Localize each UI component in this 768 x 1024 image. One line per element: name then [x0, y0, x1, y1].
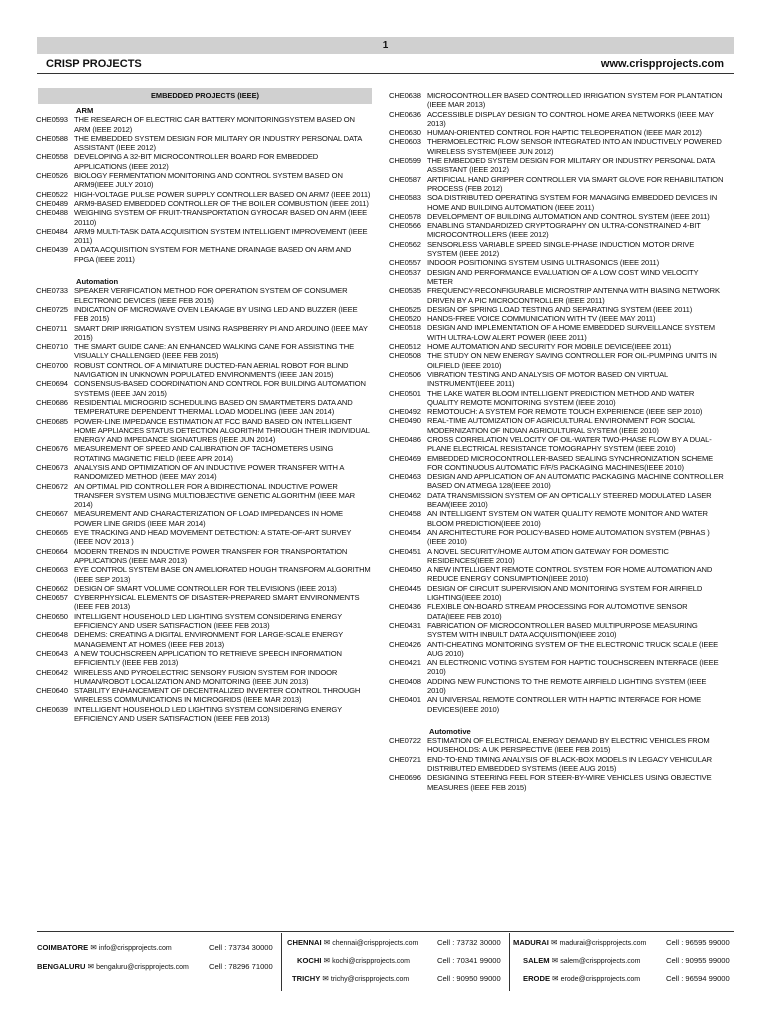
- office-cell: Cell : 90955 99000: [666, 956, 730, 965]
- project-code: CHE0469: [389, 453, 421, 463]
- project-row: [389, 212, 725, 221]
- footer-contacts: [37, 933, 734, 991]
- project-code: CHE0557: [389, 258, 421, 268]
- project-code: CHE0566: [389, 221, 421, 231]
- project-row: [389, 584, 725, 603]
- project-code: CHE0643: [36, 648, 68, 658]
- project-row: [36, 417, 372, 445]
- project-code: CHE0535: [389, 286, 421, 296]
- email-icon: ✉: [322, 974, 329, 983]
- project-code: CHE0640: [36, 686, 68, 696]
- project-title: ARM9 MULTI-TASK DATA ACQUISITION SYSTEM INTELLIGENT IMPROVEMENT (IEEE 2011): [74, 226, 368, 246]
- project-title: DATA TRANSMISSION SYSTEM OF AN OPTICALLY STEERED MODULATED LASER BEAM(IEEE 2010): [427, 490, 712, 510]
- office-email[interactable]: trichy@crispprojects.com: [330, 976, 410, 983]
- project-code: CHE0711: [36, 323, 68, 333]
- project-code: CHE0603: [389, 137, 421, 147]
- office-city: TRICHY: [292, 974, 321, 983]
- project-code: CHE0518: [389, 323, 421, 333]
- project-row: [389, 695, 725, 714]
- project-title: DESIGN AND IMPLEMENTATION OF A HOME EMBEDDED SURVEILLANCE SYSTEM WITH ULTRA-LOW ALERT POWER (IEEE 2011): [427, 323, 715, 342]
- project-code: CHE0445: [389, 583, 421, 593]
- project-code: CHE0578: [389, 211, 421, 221]
- project-row: [389, 286, 725, 305]
- project-row: [389, 528, 725, 547]
- project-title: ACCESSIBLE DISPLAY DESIGN TO CONTROL HOME AREA NETWORKS (IEEE MAY 2013): [427, 109, 714, 128]
- project-title: REMOTOUCH: A SYSTEM FOR REMOTE TOUCH EXPERIENCE (IEEE SEP 2010): [427, 407, 703, 417]
- project-row: [36, 199, 372, 208]
- project-title: WEIGHING SYSTEM OF FRUIT-TRANSPORTATION GYROCAR BASED ON ARM (IEEE 20110): [74, 208, 368, 227]
- office-email[interactable]: kochi@crispprojects.com: [332, 958, 410, 965]
- project-row: [389, 491, 725, 510]
- project-title: STABILITY ENHANCEMENT OF DECENTRALIZED INVERTER CONTROL THROUGH WIRELESS COMMUNICATIONS IN MICROGRIDS (IEEE MAR 2013): [74, 686, 361, 705]
- project-row: [36, 686, 372, 705]
- project-title: SMART DRIP IRRIGATION SYSTEM USING RASPBERRY PI AND ARDUINO (IEEE MAY 2015): [74, 323, 368, 342]
- project-title: A NEW INTELLIGENT REMOTE CONTROL SYSTEM FOR HOME AUTOMATION AND REDUCE ENERGY CONSUMPTION(IEEE 2010): [427, 565, 713, 584]
- project-row: [389, 454, 725, 473]
- project-code: CHE0486: [389, 434, 421, 444]
- project-title: MEASUREMENT AND CHARACTERIZATION OF LOAD IMPEDANCES IN HOME POWER LINE GRIDS (IEEE MAR 2014): [74, 509, 343, 528]
- project-title: ARTIFICIAL HAND GRIPPER CONTROLLER VIA SMART GLOVE FOR REHABILITATION PROCESS (FEB 2012): [427, 174, 724, 193]
- project-title: AN UNIVERSAL REMOTE CONTROLLER WITH HAPTIC INTERFACE FOR HOME DEVICES(IEEE 2010): [427, 695, 702, 714]
- project-row: [36, 361, 372, 380]
- project-code: CHE0648: [36, 630, 68, 640]
- project-row: [389, 736, 725, 755]
- project-title: A NEW TOUCHSCREEN APPLICATION TO RETRIEVE SPEECH INFORMATION EFFICIENTLY (IEEE FEB 2013): [74, 648, 342, 668]
- project-code: CHE0636: [389, 109, 421, 119]
- footer-separator: [509, 933, 510, 991]
- project-title: THE STUDY ON NEW ENERGY SAVING CONTROLLER FOR OIL-PUMPING UNITS IN OILFIELD (IEEE 2010): [427, 351, 717, 370]
- project-code: CHE0408: [389, 676, 421, 686]
- project-code: CHE0501: [389, 388, 421, 398]
- project-row: [389, 156, 725, 175]
- project-title: THE EMBEDDED SYSTEM DESIGN FOR MILITARY OR INDUSTRY PERSONAL DATA ASSISTANT (IEEE 2012): [427, 156, 715, 175]
- project-row: [389, 110, 725, 129]
- project-row: [389, 258, 725, 267]
- project-code: CHE0488: [36, 208, 68, 218]
- office-coimbatore: [37, 943, 172, 952]
- project-code: CHE0664: [36, 546, 68, 556]
- project-code: CHE0599: [389, 156, 421, 166]
- project-title: ANTI-CHEATING MONITORING SYSTEM OF THE ELECTRONIC TRUCK SCALE (IEEE AUG 2010): [427, 639, 719, 658]
- project-row: [389, 351, 725, 370]
- project-title: DESIGN AND APPLICATION OF AN AUTOMATIC PACKAGING MACHINE CONTROLLER BASED ON ATMEGA 128(IEEE 2010): [427, 472, 724, 491]
- project-row: [389, 342, 725, 351]
- project-code: CHE0700: [36, 360, 68, 370]
- project-row: [389, 370, 725, 389]
- office-city: SALEM: [523, 956, 550, 965]
- project-title: AN ARCHITECTURE FOR POLICY-BASED HOME AUTOMATION SYSTEM (PBHAS )(IEEE 2010): [427, 527, 710, 547]
- office-cell: Cell : 96595 99000: [666, 938, 730, 947]
- project-title: SENSORLESS VARIABLE SPEED SINGLE-PHASE INDUCTION MOTOR DRIVE SYSTEM (IEEE 2012): [427, 239, 695, 259]
- project-code: CHE0663: [36, 565, 68, 575]
- project-title: DESIGN AND PERFORMANCE EVALUATION OF A LOW COST WIND VELOCITY METER: [427, 267, 699, 286]
- project-code: CHE0685: [36, 416, 68, 426]
- project-title: ESTIMATION OF ELECTRICAL ENERGY DEMAND BY ELECTRIC VEHICLES FROM HOUSEHOLDS: A UK PERSPECTIVE (IEEE FEB 2015): [427, 736, 710, 755]
- project-row: [36, 286, 372, 305]
- office-trichy: [292, 974, 409, 983]
- project-code: CHE0525: [389, 304, 421, 314]
- category-heading: Automation: [76, 277, 119, 287]
- project-row: [36, 227, 372, 246]
- project-code: CHE0451: [389, 546, 421, 556]
- project-code: CHE0522: [36, 189, 68, 199]
- project-code: CHE0733: [36, 286, 68, 296]
- project-title: THE LAKE WATER BLOOM INTELLIGENT PREDICTION METHOD AND WATER QUALITY REMOTE MONITORING SYSTEM (IEEE 2010): [427, 388, 695, 407]
- project-title: INTELLIGENT HOUSEHOLD LED LIGHTING SYSTEM CONSIDERING ENERGY EFFICIENCY AND USER SATISFACTION (IEEE FEB 2013): [74, 704, 342, 723]
- project-code: CHE0650: [36, 611, 68, 621]
- office-email[interactable]: salem@crispprojects.com: [560, 958, 641, 965]
- project-row: [389, 755, 725, 774]
- project-title: AN INTELLIGENT SYSTEM ON WATER QUALITY REMOTE MONITOR AND WATER BLOOM PREDICTION(IEEE 2010): [427, 509, 708, 528]
- project-code: CHE0537: [389, 267, 421, 277]
- project-title: EYE TRACKING AND HEAD MOVEMENT DETECTION: A STATE-OF-ART SURVEY (IEEE NOV 2013 ): [74, 528, 352, 547]
- project-code: CHE0694: [36, 379, 68, 389]
- project-code: CHE0710: [36, 342, 68, 352]
- left-project-list: [36, 106, 372, 723]
- project-row: [389, 323, 725, 342]
- project-code: CHE0436: [389, 602, 421, 612]
- project-row: [389, 268, 725, 287]
- project-row: [36, 324, 372, 343]
- project-title: FREQUENCY-RECONFIGURABLE MICROSTRIP ANTENNA WITH BIASING NETWORK DRIVEN BY A PIC MICROCONTROLLER (IEEE 2011): [427, 286, 720, 305]
- project-code: CHE0638: [389, 91, 421, 100]
- project-row: [389, 602, 725, 621]
- category-heading: Automotive: [429, 726, 471, 736]
- project-row: [36, 444, 372, 463]
- project-row: [36, 482, 372, 510]
- project-code: CHE0454: [389, 527, 421, 537]
- project-title: HUMAN-ORIENTED CONTROL FOR HAPTIC TELEOPERATION (IEEE MAR 2012): [427, 128, 702, 138]
- project-title: MICROCONTROLLER BASED CONTROLLED IRRIGATION SYSTEM FOR PLANTATION (IEEE MAR 2013): [427, 91, 723, 110]
- project-row: [389, 137, 725, 156]
- project-row: [389, 407, 725, 416]
- project-title: A DATA ACQUISITION SYSTEM FOR METHANE DRAINAGE BASED ON ARM AND FPGA (IEEE 2011): [74, 245, 352, 264]
- project-code: CHE0665: [36, 528, 68, 538]
- project-code: CHE0450: [389, 565, 421, 575]
- project-code: CHE0583: [389, 193, 421, 203]
- project-title: INDICATION OF MICROWAVE OVEN LEAKAGE BY USING LED AND BUZZER (IEEE FEB 2015): [74, 304, 358, 324]
- project-code: CHE0657: [36, 593, 68, 603]
- project-title: DESIGN OF SMART VOLUME CONTROLLER FOR TELEVISIONS (IEEE 2013): [74, 583, 337, 593]
- project-code: CHE0508: [389, 351, 421, 361]
- project-code: CHE0458: [389, 509, 421, 519]
- project-title: HOME AUTOMATION AND SECURITY FOR MOBILE DEVICE(IEEE 2011): [427, 342, 672, 352]
- project-title: END-TO-END TIMING ANALYSIS OF BLACK-BOX MODELS IN LEGACY VEHICULAR DISTRIBUTED EMBEDDED SYSTEMS (IEEE AUG 2015): [427, 754, 712, 774]
- project-title: AN OPTIMAL PID CONTROLLER FOR A BIDIRECTIONAL INDUCTIVE POWER TRANSFER SYSTEM USING MULTIOBJECTIVE GENETIC ALGORITHM (IEEE MAR 2014): [74, 481, 355, 510]
- project-code: CHE0490: [389, 416, 421, 426]
- project-row: [389, 773, 725, 792]
- project-code: CHE0667: [36, 509, 68, 519]
- project-row: [36, 612, 372, 631]
- email-icon: ✉: [323, 956, 330, 965]
- project-row: [36, 171, 372, 190]
- project-title: CYBERPHYSICAL ELEMENTS OF DISASTER-PREPARED SMART ENVIRONMENTS (IEEE FEB 2013): [74, 593, 360, 612]
- project-title: THE EMBEDDED SYSTEM DESIGN FOR MILITARY OR INDUSTRY PERSONAL DATA ASSISTANT (IEEE 2012): [74, 133, 362, 153]
- project-code: CHE0642: [36, 667, 68, 677]
- project-title: MODERN TRENDS IN INDUCTIVE POWER TRANSFER FOR TRANSPORTATION APPLICATIONS (IEEE MAR 2013): [74, 546, 348, 565]
- project-row: [36, 528, 372, 547]
- office-email[interactable]: bengaluru@crispprojects.com: [96, 964, 189, 971]
- project-row: [36, 593, 372, 612]
- office-city: KOCHI: [297, 956, 322, 965]
- project-code: CHE0462: [389, 490, 421, 500]
- project-code: CHE0721: [389, 754, 421, 764]
- category-heading: ARM: [76, 106, 94, 115]
- project-code: CHE0588: [36, 133, 68, 143]
- project-row: [389, 565, 725, 584]
- project-title: INTELLIGENT HOUSEHOLD LED LIGHTING SYSTEM CONSIDERING ENERGY EFFICIENCY AND USER SATISFACTION (IEEE FEB 2013): [74, 611, 342, 631]
- office-city: MADURAI: [513, 938, 549, 947]
- email-icon: ✉: [550, 938, 558, 947]
- project-title: ARM9-BASED EMBEDDED CONTROLLER OF THE BOILER COMBUSTION (IEEE 2011): [74, 198, 369, 208]
- project-code: CHE0520: [389, 314, 421, 324]
- project-title: DEVELOPING A 32-BIT MICROCONTROLLER BOARD FOR EMBEDDED APPLICATIONS (IEEE 2012): [74, 152, 319, 171]
- project-row: [389, 240, 725, 259]
- project-title: THE RESEARCH OF ELECTRIC CAR BATTERY MONITORINGSYSTEM BASED ON ARM (IEEE 2012): [74, 115, 355, 134]
- project-title: ENABLING STANDARDIZED CRYPTOGRAPHY ON ULTRA-CONSTRAINED 4-BIT MICROCONTROLLERS (IEEE 2012): [427, 221, 701, 240]
- project-title: HANDS-FREE VOICE COMMUNICATION WITH TV (IEEE MAY 2011): [427, 314, 656, 324]
- page-number: 1: [382, 40, 389, 51]
- header-divider: [37, 73, 734, 74]
- office-city: COIMBATORE: [37, 943, 89, 952]
- page-number-bar: [37, 37, 734, 54]
- project-row: [389, 416, 725, 435]
- project-title: ANALYSIS AND OPTIMIZATION OF AN INDUCTIVE POWER TRANSFER WITH A RANDOMIZED METHOD (IEEE MAY 2014): [74, 462, 344, 482]
- project-title: RESIDENTIAL MICROGRID SCHEDULING BASED ON SMARTMETERS DATA AND TEMPERATURE DEPENDENT THERMAL LOAD MODELING (IEEE JAN 2014): [74, 397, 353, 417]
- office-email[interactable]: info@crispprojects.com: [98, 945, 172, 952]
- office-email[interactable]: chennai@crispprojects.com: [332, 940, 419, 947]
- project-code: CHE0431: [389, 620, 421, 630]
- project-code: CHE0512: [389, 342, 421, 352]
- project-row: [36, 342, 372, 361]
- project-code: CHE0506: [389, 369, 421, 379]
- office-kochi: [297, 956, 410, 965]
- project-code: CHE0662: [36, 583, 68, 593]
- project-row: [36, 190, 372, 199]
- office-city: CHENNAI: [287, 938, 322, 947]
- office-madurai: [513, 938, 646, 947]
- project-title: THE SMART GUIDE CANE: AN ENHANCED WALKING CANE FOR ASSISTING THE VISUALLY CHALLENGED (IEEE FEB 2015): [74, 342, 354, 361]
- website-link[interactable]: www.crispprojects.com: [600, 58, 724, 70]
- project-row: [36, 584, 372, 593]
- office-city: BENGALURU: [37, 962, 86, 971]
- footer-separator: [281, 933, 282, 991]
- project-row: [36, 134, 372, 153]
- project-row: [389, 677, 725, 696]
- project-code: CHE0672: [36, 481, 68, 491]
- project-code: CHE0463: [389, 472, 421, 482]
- project-title: EYE CONTROL SYSTEM BASE ON AMELIORATED HOUGH TRANSFORM ALGORITHM (IEEE SEP 2013): [74, 565, 371, 584]
- project-code: CHE0587: [389, 174, 421, 184]
- section-heading: EMBEDDED PROJECTS (IEEE): [38, 88, 372, 104]
- email-icon: ✉: [90, 943, 97, 952]
- project-row: [36, 305, 372, 324]
- office-cell: Cell : 78296 71000: [209, 962, 273, 971]
- project-row: [36, 705, 372, 724]
- project-title: DESIGNING STEERING FEEL FOR STEER-BY-WIRE VEHICLES USING OBJECTIVE MEASURES (IEEE FEB 2015): [427, 773, 712, 792]
- office-email[interactable]: erode@crispprojects.com: [560, 976, 641, 983]
- project-code: CHE0421: [389, 658, 421, 668]
- project-code: CHE0526: [36, 171, 68, 181]
- office-chennai: [287, 938, 418, 947]
- project-row: [36, 152, 372, 171]
- project-row: [389, 221, 725, 240]
- project-row: [389, 640, 725, 659]
- office-bengaluru: [37, 962, 189, 971]
- office-cell: Cell : 96594 99000: [666, 974, 730, 983]
- project-code: CHE0492: [389, 407, 421, 417]
- project-code: CHE0639: [36, 704, 68, 714]
- project-code: CHE0722: [389, 736, 421, 746]
- email-icon: ✉: [87, 962, 95, 971]
- project-title: MEASUREMENT OF SPEED AND CALIBRATION OF TACHOMETERS USING ROTATING MAGNETIC FIELD (IEEE APR 2014): [74, 444, 334, 463]
- project-row: [389, 435, 725, 454]
- project-title: FLEXIBLE ON-BOARD STREAM PROCESSING FOR AUTOMOTIVE SENSOR DATA(IEEE FEB 2010): [427, 602, 688, 621]
- project-title: DESIGN OF SPRING LOAD TESTING AND SEPARATING SYSTEM (IEEE 2011): [427, 304, 693, 314]
- project-code: CHE0489: [36, 198, 68, 208]
- project-row: [36, 565, 372, 584]
- project-title: HIGH-VOLTAGE PULSE POWER SUPPLY CONTROLLER BASED ON ARM7 (IEEE 2011): [74, 189, 371, 199]
- brand-name: CRISP PROJECTS: [46, 58, 142, 70]
- project-title: DEVELOPMENT OF BUILDING AUTOMATION AND CONTROL SYSTEM (IEEE 2011): [427, 211, 710, 221]
- right-column: [389, 91, 725, 792]
- project-title: A NOVEL SECURITY/HOME AUTOM ATION GATEWAY FOR DOMESTIC RESIDENCES(IEEE 2010): [427, 546, 669, 565]
- project-row: [36, 379, 372, 398]
- project-row: [36, 547, 372, 566]
- project-code: CHE0558: [36, 152, 68, 162]
- office-city: ERODE: [523, 974, 551, 983]
- office-cell: Cell : 70341 99000: [437, 956, 501, 965]
- project-code: CHE0725: [36, 304, 68, 314]
- project-code: CHE0593: [36, 115, 68, 125]
- project-title: REAL-TIME AUTOMIZATION OF AGRICULTURAL ENVIRONMENT FOR SOCIAL MODERNIZATION OF INDIAN AGRICULTURAL SYSTEM (IEEE 2010): [427, 416, 695, 435]
- project-row: [389, 91, 725, 110]
- project-title: WIRELESS AND PYROELECTRIC SENSORY FUSION SYSTEM FOR INDOOR HUMAN/ROBOT LOCALIZATION AND MONITORING (IEEE JUN 2013): [74, 667, 338, 686]
- project-code: CHE0484: [36, 226, 68, 236]
- project-row: [36, 115, 372, 134]
- email-icon: ✉: [323, 938, 331, 947]
- office-cell: Cell : 73732 30000: [437, 938, 501, 947]
- project-row: [389, 305, 725, 314]
- project-title: EMBEDDED MICROCONTROLLER-BASED SEALING SYNCHRONIZATION SCHEME FOR CONTINUOUS AUTOMATIC F/F/S PACKAGING MACHINES(IEEE 2010): [427, 453, 714, 472]
- project-title: AN ELECTRONIC VOTING SYSTEM FOR HAPTIC TOUCHSCREEN INTERFACE (IEEE 2010): [427, 658, 719, 677]
- project-row: [36, 208, 372, 227]
- project-code: CHE0696: [389, 773, 421, 783]
- project-code: CHE0686: [36, 397, 68, 407]
- project-row: [389, 472, 725, 491]
- project-title: CROSS CORRELATION VELOCITY OF OIL-WATER TWO-PHASE FLOW BY A DUAL-PLANE ELECTRICAL RESISTANCE TOMOGRAPHY SYSTEM (IEEE 2010): [427, 434, 712, 454]
- right-project-list: [389, 91, 725, 792]
- project-code: CHE0439: [36, 245, 68, 255]
- project-row: [36, 398, 372, 417]
- project-title: SOA DISTRIBUTED OPERATING SYSTEM FOR MANAGING EMBEDDED DEVICES IN HOME AND BUILDING AUTOMATION (IEEE 2011): [427, 193, 718, 212]
- project-title: DEHEMS: CREATING A DIGITAL ENVIRONMENT FOR LARGE-SCALE ENERGY MANAGEMENT AT HOMES (IEEE FEB 2013): [74, 630, 343, 649]
- project-code: CHE0562: [389, 239, 421, 249]
- project-title: SPEAKER VERIFICATION METHOD FOR OPERATION SYSTEM OF CONSUMER ELECTRONIC DEVICES (IEEE FEB 2015): [74, 286, 348, 305]
- office-cell: Cell : 90950 99000: [437, 974, 501, 983]
- project-title: ADDING NEW FUNCTIONS TO THE REMOTE AIRFIELD LIGHTING SYSTEM (IEEE 2010): [427, 676, 707, 695]
- project-row: [389, 175, 725, 194]
- project-title: DESIGN OF CIRCUIT SUPERVISION AND MONITORING SYSTEM FOR AIRFIELD LIGHTING(IEEE 2010): [427, 583, 703, 603]
- email-icon: ✉: [552, 974, 559, 983]
- office-cell: Cell : 73734 30000: [209, 943, 273, 952]
- project-code: CHE0673: [36, 462, 68, 472]
- project-row: [36, 509, 372, 528]
- project-title: POWER-LINE IMPEDANCE ESTIMATION AT FCC BAND BASED ON INTELLIGENT HOME APPLIANCES STATUS DETECTION ALGORITHM THROUGH THEIR INDIVIDUAL ENERGY AND IMPEDANCE SIGNATURES (IEEE JUN 2014): [74, 416, 370, 445]
- email-icon: ✉: [551, 956, 559, 965]
- office-erode: [523, 974, 640, 983]
- project-title: CONSENSUS-BASED COORDINATION AND CONTROL FOR BUILDING AUTOMATION SYSTEMS (IEEE JAN 2015): [74, 379, 366, 398]
- project-title: INDOOR POSITIONING SYSTEM USING ULTRASONICS (IEEE 2011): [427, 258, 659, 268]
- project-row: [389, 509, 725, 528]
- footer-divider: [37, 931, 734, 932]
- office-email[interactable]: madurai@crispprojects.com: [559, 940, 647, 947]
- project-title: BIOLOGY FERMENTATION MONITORING AND CONTROL SYSTEM BASED ON ARM9(IEEE JULY 2010): [74, 171, 343, 190]
- office-salem: [523, 956, 640, 965]
- project-title: FABRICATION OF MICROCONTROLLER BASED MULTIPURPOSE MEASURING SYSTEM WITH INBUILT DATA ACQUISITION(IEEE 2010): [427, 620, 698, 640]
- project-row: [36, 668, 372, 687]
- project-title: ROBUST CONTROL OF A MINIATURE DUCTED-FAN AERIAL ROBOT FOR BLIND NAVIGATION IN UNKNOWN POPULATED ENVIRONMENTS (IEEE JAN 2015): [74, 360, 349, 380]
- project-code: CHE0426: [389, 639, 421, 649]
- left-column: [36, 88, 372, 723]
- project-row: [389, 658, 725, 677]
- project-row: [389, 193, 725, 212]
- project-row: [389, 621, 725, 640]
- project-title: VIBRATION TESTING AND ANALYSIS OF MOTOR BASED ON VIRTUAL INSTRUMENT(IEEE 2011): [427, 369, 668, 389]
- project-row: [36, 630, 372, 649]
- project-title: THERMOELECTRIC FLOW SENSOR INTEGRATED INTO AN INDUCTIVELY POWERED WIRELESS SYSTEM(IEEE JUN 2012): [427, 137, 722, 156]
- project-row: [36, 245, 372, 264]
- project-code: CHE0676: [36, 444, 68, 454]
- project-row: [389, 314, 725, 323]
- project-row: [389, 389, 725, 408]
- project-row: [36, 463, 372, 482]
- project-row: [389, 547, 725, 566]
- project-row: [36, 649, 372, 668]
- project-code: CHE0401: [389, 695, 421, 705]
- project-code: CHE0630: [389, 128, 421, 138]
- project-row: [389, 128, 725, 137]
